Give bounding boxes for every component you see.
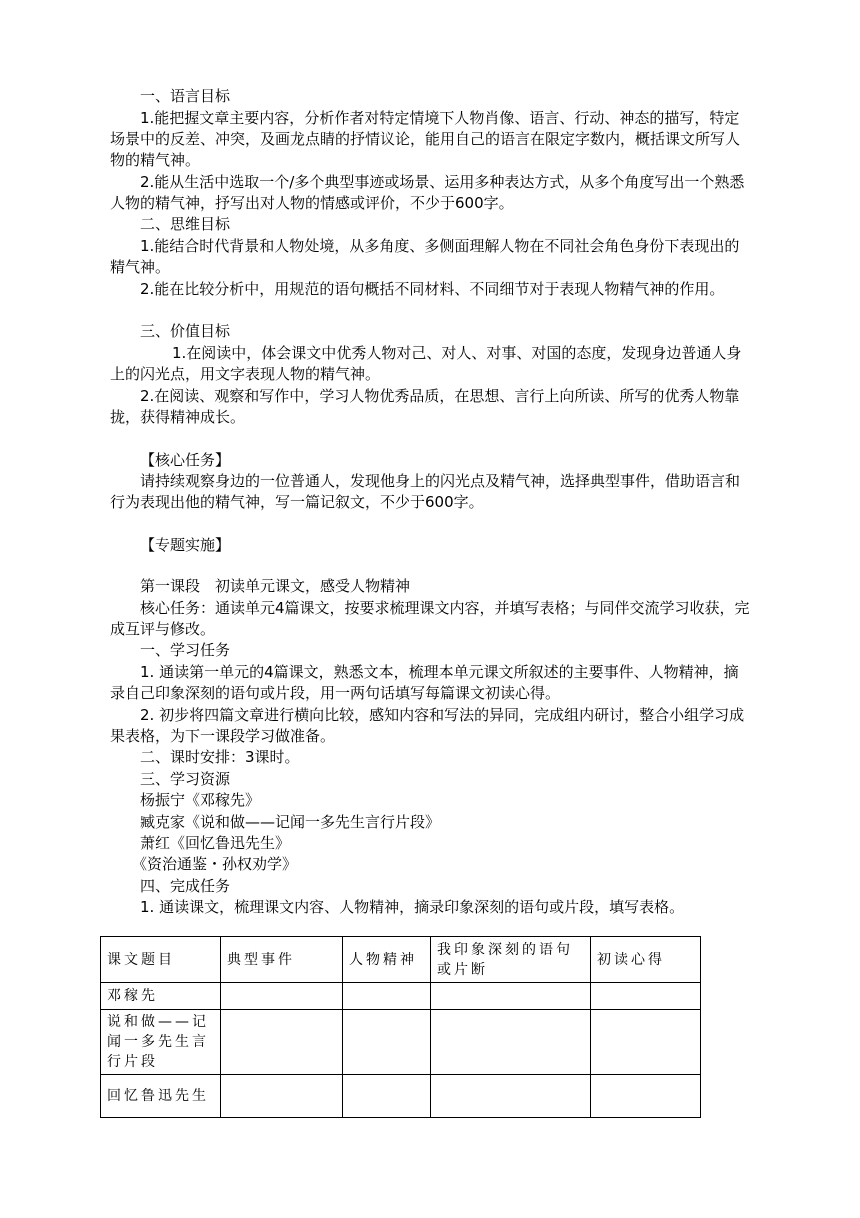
reading-table	[100, 936, 701, 1118]
complete-task-heading: 四、完成任务	[140, 877, 231, 895]
study-task-2: 2. 初步将四篇文章进行横向比较，感知内容和写法的异同，完成组内研讨，整合小组学习成果表格，为下一课段学习做准备。	[110, 706, 745, 745]
table-header-cell: 初读心得	[591, 937, 701, 983]
table-cell-title: 邓稼先	[101, 983, 221, 1010]
table-cell-empty[interactable]	[431, 1010, 591, 1075]
table-header-cell: 典型事件	[221, 937, 343, 983]
resource-item: 萧红《回忆鲁迅先生》	[140, 834, 291, 852]
core-task-text: 请持续观察身边的一位普通人，发现他身上的闪光点及精气神，选择典型事件，借助语言和行为表现出他的精气神，写一篇记叙文，不少于600字。	[110, 472, 741, 511]
resource-heading: 三、学习资源	[140, 770, 231, 788]
core-task-heading: 【核心任务】	[140, 451, 231, 469]
table-cell-title: 回忆鲁迅先生	[101, 1075, 221, 1118]
lesson-core-task: 核心任务：通读单元4篇课文，按要求梳理课文内容，并填写表格；与同伴交流学习收获，完成互评与修改。	[110, 599, 750, 638]
table-header-row	[101, 937, 701, 983]
think-goal-1: 1.能结合时代背景和人物处境，从多角度、多侧面理解人物在不同社会角色身份下表现出的精气神。	[110, 237, 740, 276]
study-task-heading: 一、学习任务	[140, 641, 231, 659]
lang-goal-2: 2.能从生活中选取一个/多个典型事迹或场景、运用多种表达方式，从多个角度写出一个熟悉人物的精气神，抒写出对人物的情感或评价，不少于600字。	[110, 173, 745, 212]
resource-item: 《资治通鉴・孙权劝学》	[132, 855, 298, 873]
complete-task-1: 1. 通读课文，梳理课文内容、人物精神，摘录印象深刻的语句或片段，填写表格。	[140, 898, 685, 916]
table-cell-title: 说和做——记闻一多先生言行片段	[101, 1010, 221, 1075]
table-cell-empty[interactable]	[431, 1075, 591, 1118]
table-cell-empty[interactable]	[221, 983, 343, 1010]
resource-item: 杨振宁《邓稼先》	[140, 791, 261, 809]
table-header-cell: 我印象深刻的语句或片断	[431, 937, 591, 983]
value-goal-heading: 三、价值目标	[140, 322, 231, 340]
table-header-cell: 人物精神	[343, 937, 431, 983]
think-goal-2: 2.能在比较分析中，用规范的语句概括不同材料、不同细节对于表现人物精气神的作用。	[140, 280, 725, 298]
implement-heading: 【专题实施】	[140, 536, 231, 554]
table-row	[101, 983, 701, 1010]
lesson-title: 第一课段 初读单元课文，感受人物精神	[140, 577, 411, 595]
time-arrangement: 二、课时安排：3课时。	[140, 748, 300, 766]
study-task-1: 1. 通读第一单元的4篇课文，熟悉文本，梳理本单元课文所叙述的主要事件、人物精神，摘录自己印象深刻的语句或片段，用一两句话填写每篇课文初读心得。	[110, 663, 739, 702]
table-header-cell: 课文题目	[101, 937, 221, 983]
table-cell-empty[interactable]	[591, 1075, 701, 1118]
table-cell-empty[interactable]	[591, 983, 701, 1010]
table-cell-empty[interactable]	[221, 1010, 343, 1075]
table-cell-empty[interactable]	[343, 1075, 431, 1118]
value-goal-2: 2.在阅读、观察和写作中，学习人物优秀品质，在思想、言行上向所读、所写的优秀人物靠拢，获得精神成长。	[110, 387, 740, 426]
table-cell-empty[interactable]	[591, 1010, 701, 1075]
think-goal-heading: 二、思维目标	[140, 215, 231, 233]
table-row	[101, 1010, 701, 1075]
resource-item: 臧克家《说和做——记闻一多先生言行片段》	[140, 813, 441, 831]
value-goal-1: 1.在阅读中，体会课文中优秀人物对己、对人、对事、对国的态度，发现身边普通人身上的闪光点，用文字表现人物的精气神。	[110, 344, 742, 383]
table-cell-empty[interactable]	[343, 1010, 431, 1075]
lang-goal-heading: 一、语言目标	[140, 87, 231, 105]
table-cell-empty[interactable]	[221, 1075, 343, 1118]
table-row	[101, 1075, 701, 1118]
table-cell-empty[interactable]	[343, 983, 431, 1010]
lang-goal-1: 1.能把握文章主要内容，分析作者对特定情境下人物肖像、语言、行动、神态的描写，特定场景中的反差、冲突，及画龙点睛的抒情议论，能用自己的语言在限定字数内，概括课文所写人物的精气神。	[110, 109, 741, 169]
table-cell-empty[interactable]	[431, 983, 591, 1010]
